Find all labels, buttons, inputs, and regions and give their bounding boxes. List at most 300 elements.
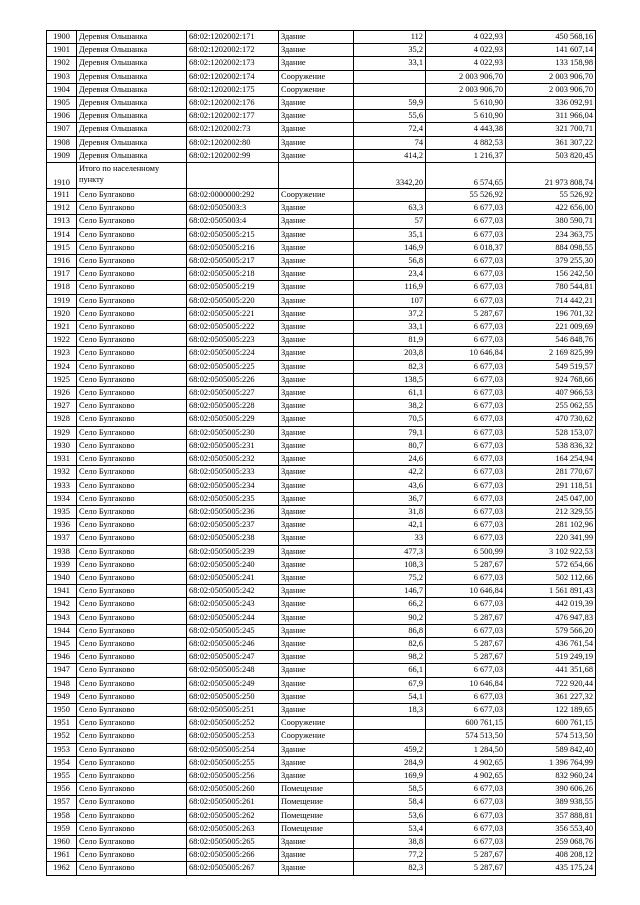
cadastral-number: 68:02:0505005:225 [187,360,279,373]
cadastral-number: 68:02:0505005:217 [187,255,279,268]
table-row [47,123,596,136]
settlement-name: Село Булгаково [77,387,187,400]
price-per-unit: 6 677,03 [426,228,506,241]
cadastral-number: 68:02:0505005:239 [187,545,279,558]
table-row [47,598,596,611]
table-row [47,202,596,215]
cadastral-number: 68:02:0505005:235 [187,492,279,505]
table-row [47,426,596,439]
cadastral-value: 503 820,45 [506,149,596,162]
cadastral-value: 422 656,00 [506,202,596,215]
price-per-unit: 6 677,03 [426,413,506,426]
price-per-unit: 6 677,03 [426,466,506,479]
object-type: Здание [279,651,354,664]
cadastral-value: 21 973 808,74 [506,163,596,189]
object-type: Здание [279,255,354,268]
cadastral-value: 2 003 906,70 [506,70,596,83]
cadastral-number: 68:02:0505005:265 [187,835,279,848]
area: 24,6 [354,453,426,466]
cadastral-number: 68:02:1202002:176 [187,97,279,110]
price-per-unit: 6 677,03 [426,505,506,518]
cadastral-value: 546 848,76 [506,334,596,347]
row-number: 1959 [47,822,77,835]
cadastral-number: 68:02:0505005:237 [187,519,279,532]
object-type: Здание [279,387,354,400]
table-row [47,783,596,796]
cadastral-value: 538 836,32 [506,439,596,452]
area: 42,1 [354,519,426,532]
table-body [47,31,596,876]
cadastral-number: 68:02:0505005:254 [187,743,279,756]
settlement-name: Село Булгаково [77,400,187,413]
settlement-name: Село Булгаково [77,756,187,769]
object-type: Сооружение [279,730,354,743]
cadastral-number: 68:02:0505005:247 [187,651,279,664]
settlement-name: Деревня Ольшанка [77,123,187,136]
price-per-unit: 6 677,03 [426,598,506,611]
area [354,70,426,83]
price-per-unit: 6 677,03 [426,400,506,413]
cadastral-number: 68:02:0505005:244 [187,611,279,624]
cadastral-value: 141 607,14 [506,44,596,57]
object-type: Здание [279,268,354,281]
object-type: Здание [279,835,354,848]
cadastral-value: 1 561 891,43 [506,585,596,598]
price-per-unit: 2 003 906,70 [426,70,506,83]
settlement-name: Село Булгаково [77,413,187,426]
row-number: 1931 [47,453,77,466]
cadastral-value: 441 351,68 [506,664,596,677]
row-number: 1933 [47,479,77,492]
cadastral-number: 68:02:1202002:171 [187,31,279,44]
cadastral-number: 68:02:0505005:228 [187,400,279,413]
row-number: 1955 [47,769,77,782]
settlement-name: Деревня Ольшанка [77,97,187,110]
row-number: 1942 [47,598,77,611]
settlement-name: Село Булгаково [77,439,187,452]
object-type: Здание [279,743,354,756]
settlement-name: Деревня Ольшанка [77,44,187,57]
cadastral-value: 221 009,69 [506,321,596,334]
cadastral-number: 68:02:0505005:218 [187,268,279,281]
cadastral-number: 68:02:0505005:240 [187,558,279,571]
settlement-name: Село Булгаково [77,255,187,268]
row-number: 1920 [47,307,77,320]
cadastral-number: 68:02:0505005:224 [187,347,279,360]
cadastral-value: 390 606,26 [506,783,596,796]
cadastral-number: 68:02:1202002:177 [187,110,279,123]
cadastral-number: 68:02:1202002:99 [187,149,279,162]
object-type: Здание [279,558,354,571]
object-type: Здание [279,664,354,677]
cadastral-number [187,163,279,189]
settlement-name: Деревня Ольшанка [77,110,187,123]
area: 82,6 [354,637,426,650]
row-number: 1911 [47,189,77,202]
area: 477,3 [354,545,426,558]
row-number: 1947 [47,664,77,677]
table-row [47,57,596,70]
price-per-unit: 4 022,93 [426,31,506,44]
settlement-name: Село Булгаково [77,690,187,703]
table-row [47,163,596,189]
price-per-unit: 6 677,03 [426,202,506,215]
price-per-unit: 6 677,03 [426,334,506,347]
area: 18,3 [354,703,426,716]
row-number: 1913 [47,215,77,228]
cadastral-number: 68:02:0505005:227 [187,387,279,400]
object-type: Здание [279,532,354,545]
cadastral-number: 68:02:0505005:248 [187,664,279,677]
price-per-unit: 6 677,03 [426,835,506,848]
row-number: 1928 [47,413,77,426]
row-number: 1918 [47,281,77,294]
cadastral-number: 68:02:1202002:172 [187,44,279,57]
table-row [47,532,596,545]
row-number: 1944 [47,624,77,637]
cadastral-value: 212 329,55 [506,505,596,518]
price-per-unit: 6 677,03 [426,703,506,716]
settlement-name: Село Булгаково [77,769,187,782]
row-number: 1938 [47,545,77,558]
object-type: Здание [279,849,354,862]
cadastral-number: 68:02:0505005:245 [187,624,279,637]
table-row [47,743,596,756]
row-number: 1906 [47,110,77,123]
settlement-name: Село Булгаково [77,505,187,518]
cadastral-number: 68:02:0505005:252 [187,717,279,730]
price-per-unit: 574 513,50 [426,730,506,743]
cadastral-value: 1 396 764,99 [506,756,596,769]
table-row [47,373,596,386]
area: 59,9 [354,97,426,110]
cadastral-value: 579 566,20 [506,624,596,637]
object-type: Сооружение [279,83,354,96]
settlement-name: Село Булгаково [77,717,187,730]
cadastral-value: 380 590,71 [506,215,596,228]
cadastral-number: 68:02:1202002:80 [187,136,279,149]
settlement-name: Село Булгаково [77,228,187,241]
settlement-name: Село Булгаково [77,598,187,611]
cadastral-number: 68:02:0505005:220 [187,294,279,307]
table-row [47,31,596,44]
object-type: Здание [279,598,354,611]
area: 57 [354,215,426,228]
price-per-unit: 4 443,38 [426,123,506,136]
table-row [47,611,596,624]
area [354,83,426,96]
settlement-name: Деревня Ольшанка [77,70,187,83]
cadastral-value: 133 158,98 [506,57,596,70]
settlement-name: Село Булгаково [77,585,187,598]
row-number: 1961 [47,849,77,862]
area: 66,1 [354,664,426,677]
price-per-unit: 6 677,03 [426,426,506,439]
cadastral-value: 574 513,50 [506,730,596,743]
area: 42,2 [354,466,426,479]
settlement-name: Село Булгаково [77,624,187,637]
cadastral-number: 68:02:0505005:223 [187,334,279,347]
cadastral-number: 68:02:1202002:174 [187,70,279,83]
table-row [47,294,596,307]
object-type: Здание [279,426,354,439]
table-row [47,136,596,149]
cadastral-number: 68:02:0505005:256 [187,769,279,782]
table-row [47,453,596,466]
settlement-name: Село Булгаково [77,202,187,215]
cadastral-value: 502 112,66 [506,571,596,584]
row-number: 1903 [47,70,77,83]
price-per-unit: 6 677,03 [426,519,506,532]
table-row [47,637,596,650]
table-row [47,492,596,505]
price-per-unit: 6 677,03 [426,215,506,228]
table-row [47,44,596,57]
area: 33,1 [354,57,426,70]
area: 138,5 [354,373,426,386]
cadastral-value: 435 175,24 [506,862,596,875]
table-row [47,624,596,637]
area: 98,2 [354,651,426,664]
area: 3342,20 [354,163,426,189]
price-per-unit: 5 287,67 [426,637,506,650]
area: 75,2 [354,571,426,584]
table-row [47,241,596,254]
cadastral-number: 68:02:1202002:73 [187,123,279,136]
cadastral-number: 68:02:0505005:241 [187,571,279,584]
row-number: 1958 [47,809,77,822]
settlement-name: Село Булгаково [77,347,187,360]
object-type: Здание [279,492,354,505]
price-per-unit: 6 677,03 [426,690,506,703]
row-number: 1939 [47,558,77,571]
row-number: 1962 [47,862,77,875]
cadastral-number: 68:02:0505005:267 [187,862,279,875]
cadastral-number: 68:02:0505005:216 [187,241,279,254]
price-per-unit: 6 018,37 [426,241,506,254]
object-type: Здание [279,466,354,479]
area: 81,9 [354,334,426,347]
settlement-name: Село Булгаково [77,862,187,875]
table-row [47,730,596,743]
object-type: Помещение [279,783,354,796]
cadastral-value: 255 062,55 [506,400,596,413]
cadastral-value: 528 153,07 [506,426,596,439]
row-number: 1909 [47,149,77,162]
row-number: 1930 [47,439,77,452]
area: 112 [354,31,426,44]
table-row [47,228,596,241]
cadastral-value: 357 888,81 [506,809,596,822]
cadastral-number: 68:02:0505005:232 [187,453,279,466]
object-type: Сооружение [279,717,354,730]
row-number: 1925 [47,373,77,386]
price-per-unit: 5 287,67 [426,651,506,664]
object-type: Здание [279,307,354,320]
cadastral-number: 68:02:0505005:262 [187,809,279,822]
table-row [47,809,596,822]
cadastral-value: 442 019,39 [506,598,596,611]
document-page [46,30,595,876]
cadastral-number: 68:02:0505005:261 [187,796,279,809]
table-row [47,439,596,452]
price-per-unit: 1 216,37 [426,149,506,162]
cadastral-value: 714 442,21 [506,294,596,307]
cadastral-value: 336 092,91 [506,97,596,110]
settlement-name: Село Булгаково [77,571,187,584]
table-row [47,545,596,558]
cadastral-number: 68:02:0505005:255 [187,756,279,769]
settlement-name: Село Булгаково [77,664,187,677]
settlement-name: Деревня Ольшанка [77,57,187,70]
price-per-unit: 6 677,03 [426,479,506,492]
settlement-name: Село Булгаково [77,519,187,532]
price-per-unit: 4 022,93 [426,44,506,57]
cadastral-number: 68:02:0505005:250 [187,690,279,703]
price-per-unit: 6 677,03 [426,571,506,584]
cadastral-value: 572 654,66 [506,558,596,571]
table-row [47,690,596,703]
area: 58,4 [354,796,426,809]
settlement-name: Село Булгаково [77,703,187,716]
settlement-name: Село Булгаково [77,307,187,320]
settlement-name: Село Булгаково [77,189,187,202]
cadastral-value: 780 544,81 [506,281,596,294]
object-type: Здание [279,97,354,110]
cadastral-number: 68:02:0505005:233 [187,466,279,479]
price-per-unit: 6 677,03 [426,268,506,281]
settlement-name: Село Булгаково [77,479,187,492]
area: 459,2 [354,743,426,756]
cadastral-number: 68:02:0505005:229 [187,413,279,426]
table-row [47,835,596,848]
cadastral-number: 68:02:0505005:219 [187,281,279,294]
table-row [47,479,596,492]
cadastral-value: 924 768,66 [506,373,596,386]
object-type: Здание [279,637,354,650]
cadastral-number: 68:02:0505005:243 [187,598,279,611]
object-type: Здание [279,202,354,215]
cadastral-number: 68:02:1202002:175 [187,83,279,96]
cadastral-value: 245 047,00 [506,492,596,505]
cadastral-number: 68:02:0505005:242 [187,585,279,598]
cadastral-value: 356 553,40 [506,822,596,835]
cadastral-value: 281 102,96 [506,519,596,532]
cadastral-number: 68:02:0505005:238 [187,532,279,545]
table-row [47,849,596,862]
price-per-unit: 5 610,90 [426,110,506,123]
table-row [47,281,596,294]
price-per-unit: 5 287,67 [426,862,506,875]
cadastral-number: 68:02:0505005:246 [187,637,279,650]
price-per-unit: 1 284,50 [426,743,506,756]
settlement-name: Село Булгаково [77,215,187,228]
object-type: Здание [279,228,354,241]
price-per-unit: 6 677,03 [426,809,506,822]
price-per-unit: 55 526,92 [426,189,506,202]
object-type: Помещение [279,809,354,822]
row-number: 1949 [47,690,77,703]
object-type: Здание [279,505,354,518]
price-per-unit: 6 677,03 [426,532,506,545]
object-type: Здание [279,769,354,782]
settlement-name: Село Булгаково [77,294,187,307]
area: 116,9 [354,281,426,294]
price-per-unit: 6 677,03 [426,664,506,677]
row-number: 1914 [47,228,77,241]
price-per-unit: 6 500,99 [426,545,506,558]
price-per-unit: 6 677,03 [426,796,506,809]
price-per-unit: 10 646,84 [426,585,506,598]
table-row [47,255,596,268]
area: 66,2 [354,598,426,611]
object-type: Здание [279,241,354,254]
object-type: Здание [279,294,354,307]
cadastral-value: 2 003 906,70 [506,83,596,96]
table-row [47,189,596,202]
row-number: 1912 [47,202,77,215]
area: 72,4 [354,123,426,136]
settlement-name: Село Булгаково [77,849,187,862]
cadastral-value: 407 966,53 [506,387,596,400]
settlement-name: Деревня Ольшанка [77,83,187,96]
cadastral-value: 122 189,65 [506,703,596,716]
area: 146,7 [354,585,426,598]
settlement-name: Село Булгаково [77,492,187,505]
table-row [47,703,596,716]
table-row [47,215,596,228]
area [354,730,426,743]
table-row [47,505,596,518]
settlement-name: Деревня Ольшанка [77,149,187,162]
row-number: 1951 [47,717,77,730]
table-row [47,83,596,96]
table-row [47,558,596,571]
area [354,717,426,730]
cadastral-value: 220 341,99 [506,532,596,545]
object-type: Здание [279,110,354,123]
object-type: Здание [279,149,354,162]
row-number: 1953 [47,743,77,756]
area: 31,8 [354,505,426,518]
area: 36,7 [354,492,426,505]
cadastral-value: 361 227,32 [506,690,596,703]
settlement-name: Село Булгаково [77,360,187,373]
object-type: Здание [279,373,354,386]
cadastral-number: 68:02:0505005:222 [187,321,279,334]
area: 38,2 [354,400,426,413]
area: 35,2 [354,44,426,57]
area: 53,4 [354,822,426,835]
object-type: Здание [279,479,354,492]
settlement-name: Село Булгаково [77,466,187,479]
object-type: Здание [279,677,354,690]
settlement-name: Село Булгаково [77,730,187,743]
row-number: 1907 [47,123,77,136]
row-number: 1954 [47,756,77,769]
price-per-unit: 5 287,67 [426,849,506,862]
row-number: 1910 [47,163,77,189]
settlement-name: Село Булгаково [77,796,187,809]
settlement-name: Деревня Ольшанка [77,136,187,149]
price-per-unit: 2 003 906,70 [426,83,506,96]
price-per-unit: 5 287,67 [426,611,506,624]
area: 61,1 [354,387,426,400]
cadastral-number: 68:02:0505005:266 [187,849,279,862]
row-number: 1921 [47,321,77,334]
settlement-name: Село Булгаково [77,321,187,334]
cadastral-value: 389 938,55 [506,796,596,809]
